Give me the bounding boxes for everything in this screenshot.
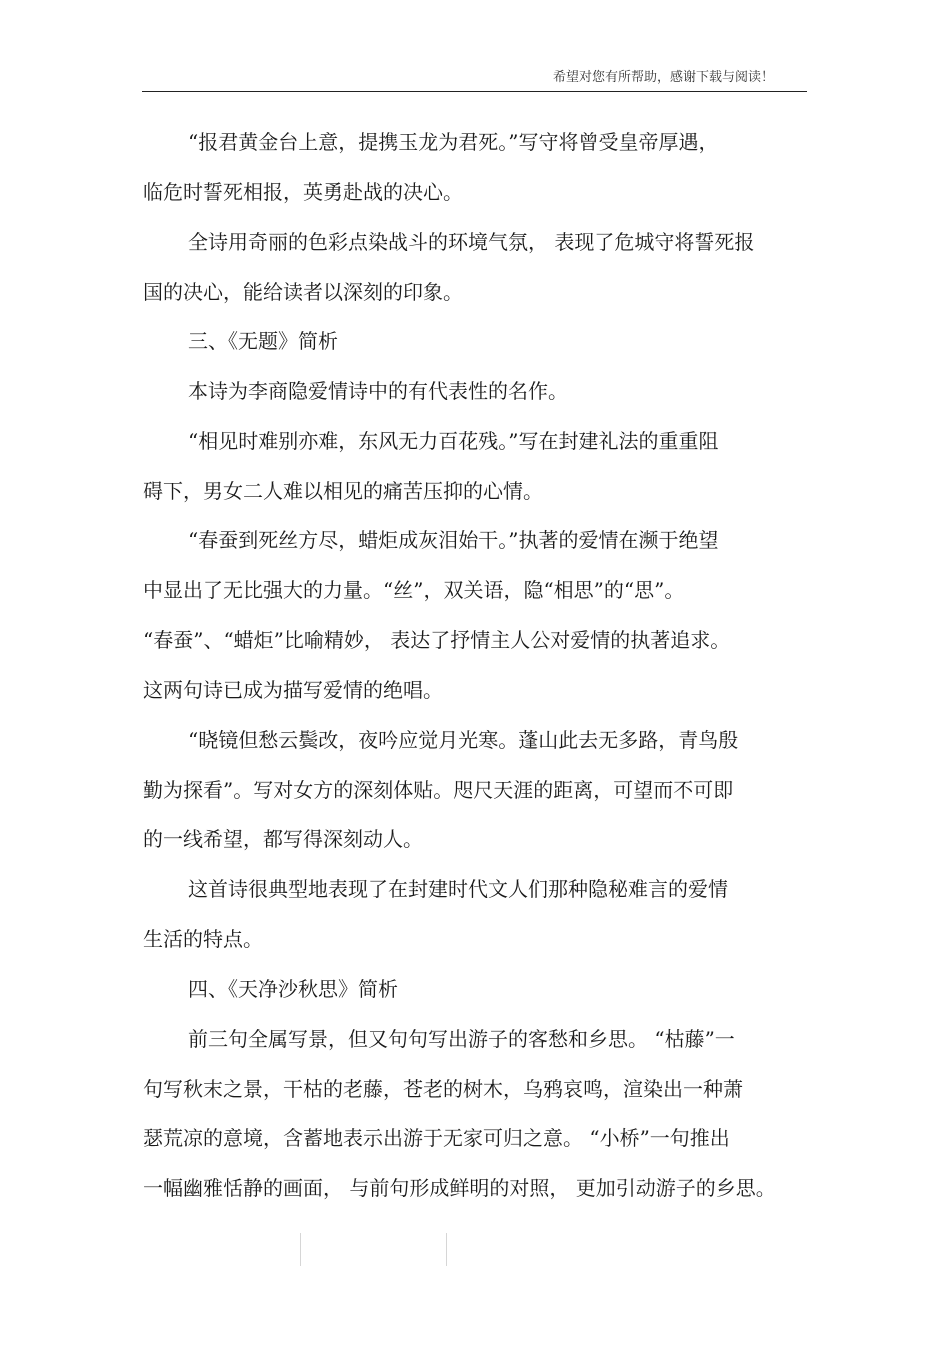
section-heading: 四、《天净沙秋思》简析 <box>188 977 398 1001</box>
footer-divider-right <box>446 1233 447 1266</box>
header-text: 希望对您有所帮助，感谢下载与阅读！ <box>552 70 774 85</box>
text-line: 碍下，男女二人难以相见的痛苦压抑的心情。 <box>143 479 543 503</box>
text-line: 中显出了无比强大的力量。“丝”，双关语，隐“相思”的“思”。 <box>143 578 685 602</box>
text-line: “相见时难别亦难，东风无力百花残。”写在封建礼法的重重阻 <box>188 429 719 453</box>
text-line: 的一线希望，都写得深刻动人。 <box>143 827 423 851</box>
section-heading: 三、《无题》简析 <box>188 329 338 353</box>
text-line: 临危时誓死相报，英勇赴战的决心。 <box>143 180 463 204</box>
text-line: 句写秋末之景，干枯的老藤，苍老的树木，乌鸦哀鸣，渲染出一种萧 <box>143 1077 743 1101</box>
text-line: 生活的特点。 <box>143 927 263 951</box>
text-line: 本诗为李商隐爱情诗中的有代表性的名作。 <box>188 379 568 403</box>
text-line: 国的决心，能给读者以深刻的印象。 <box>143 280 463 304</box>
footer-divider-left <box>300 1233 301 1266</box>
text-line: 前三句全属写景，但又句句写出游子的客愁和乡思。 “枯藤”一 <box>188 1027 735 1051</box>
text-line: 一幅幽雅恬静的画面， 与前句形成鲜明的对照， 更加引动游子的乡思。 <box>143 1176 776 1200</box>
text-line: “晓镜但愁云鬓改，夜吟应觉月光寒。蓬山此去无多路，青鸟殷 <box>188 728 739 752</box>
text-line: “春蚕到死丝方尽，蜡炬成灰泪始干。”执著的爱情在濒于绝望 <box>188 528 719 552</box>
text-line: “报君黄金台上意，提携玉龙为君死。”写守将曾受皇帝厚遇， <box>188 130 719 154</box>
text-line: 勤为探看”。写对女方的深刻体贴。咫尺天涯的距离，可望而不可即 <box>143 778 734 802</box>
text-line: 这首诗很典型地表现了在封建时代文人们那种隐秘难言的爱情 <box>188 877 728 901</box>
text-line: 全诗用奇丽的色彩点染战斗的环境气氛， 表现了危城守将誓死报 <box>188 230 755 254</box>
text-line: 这两句诗已成为描写爱情的绝唱。 <box>143 678 443 702</box>
text-line: 瑟荒凉的意境，含蓄地表示出游于无家可归之意。 “小桥”一句推出 <box>143 1126 730 1150</box>
text-line: “春蚕”、“蜡炬”比喻精妙， 表达了抒情主人公对爱情的执著追求。 <box>143 628 731 652</box>
